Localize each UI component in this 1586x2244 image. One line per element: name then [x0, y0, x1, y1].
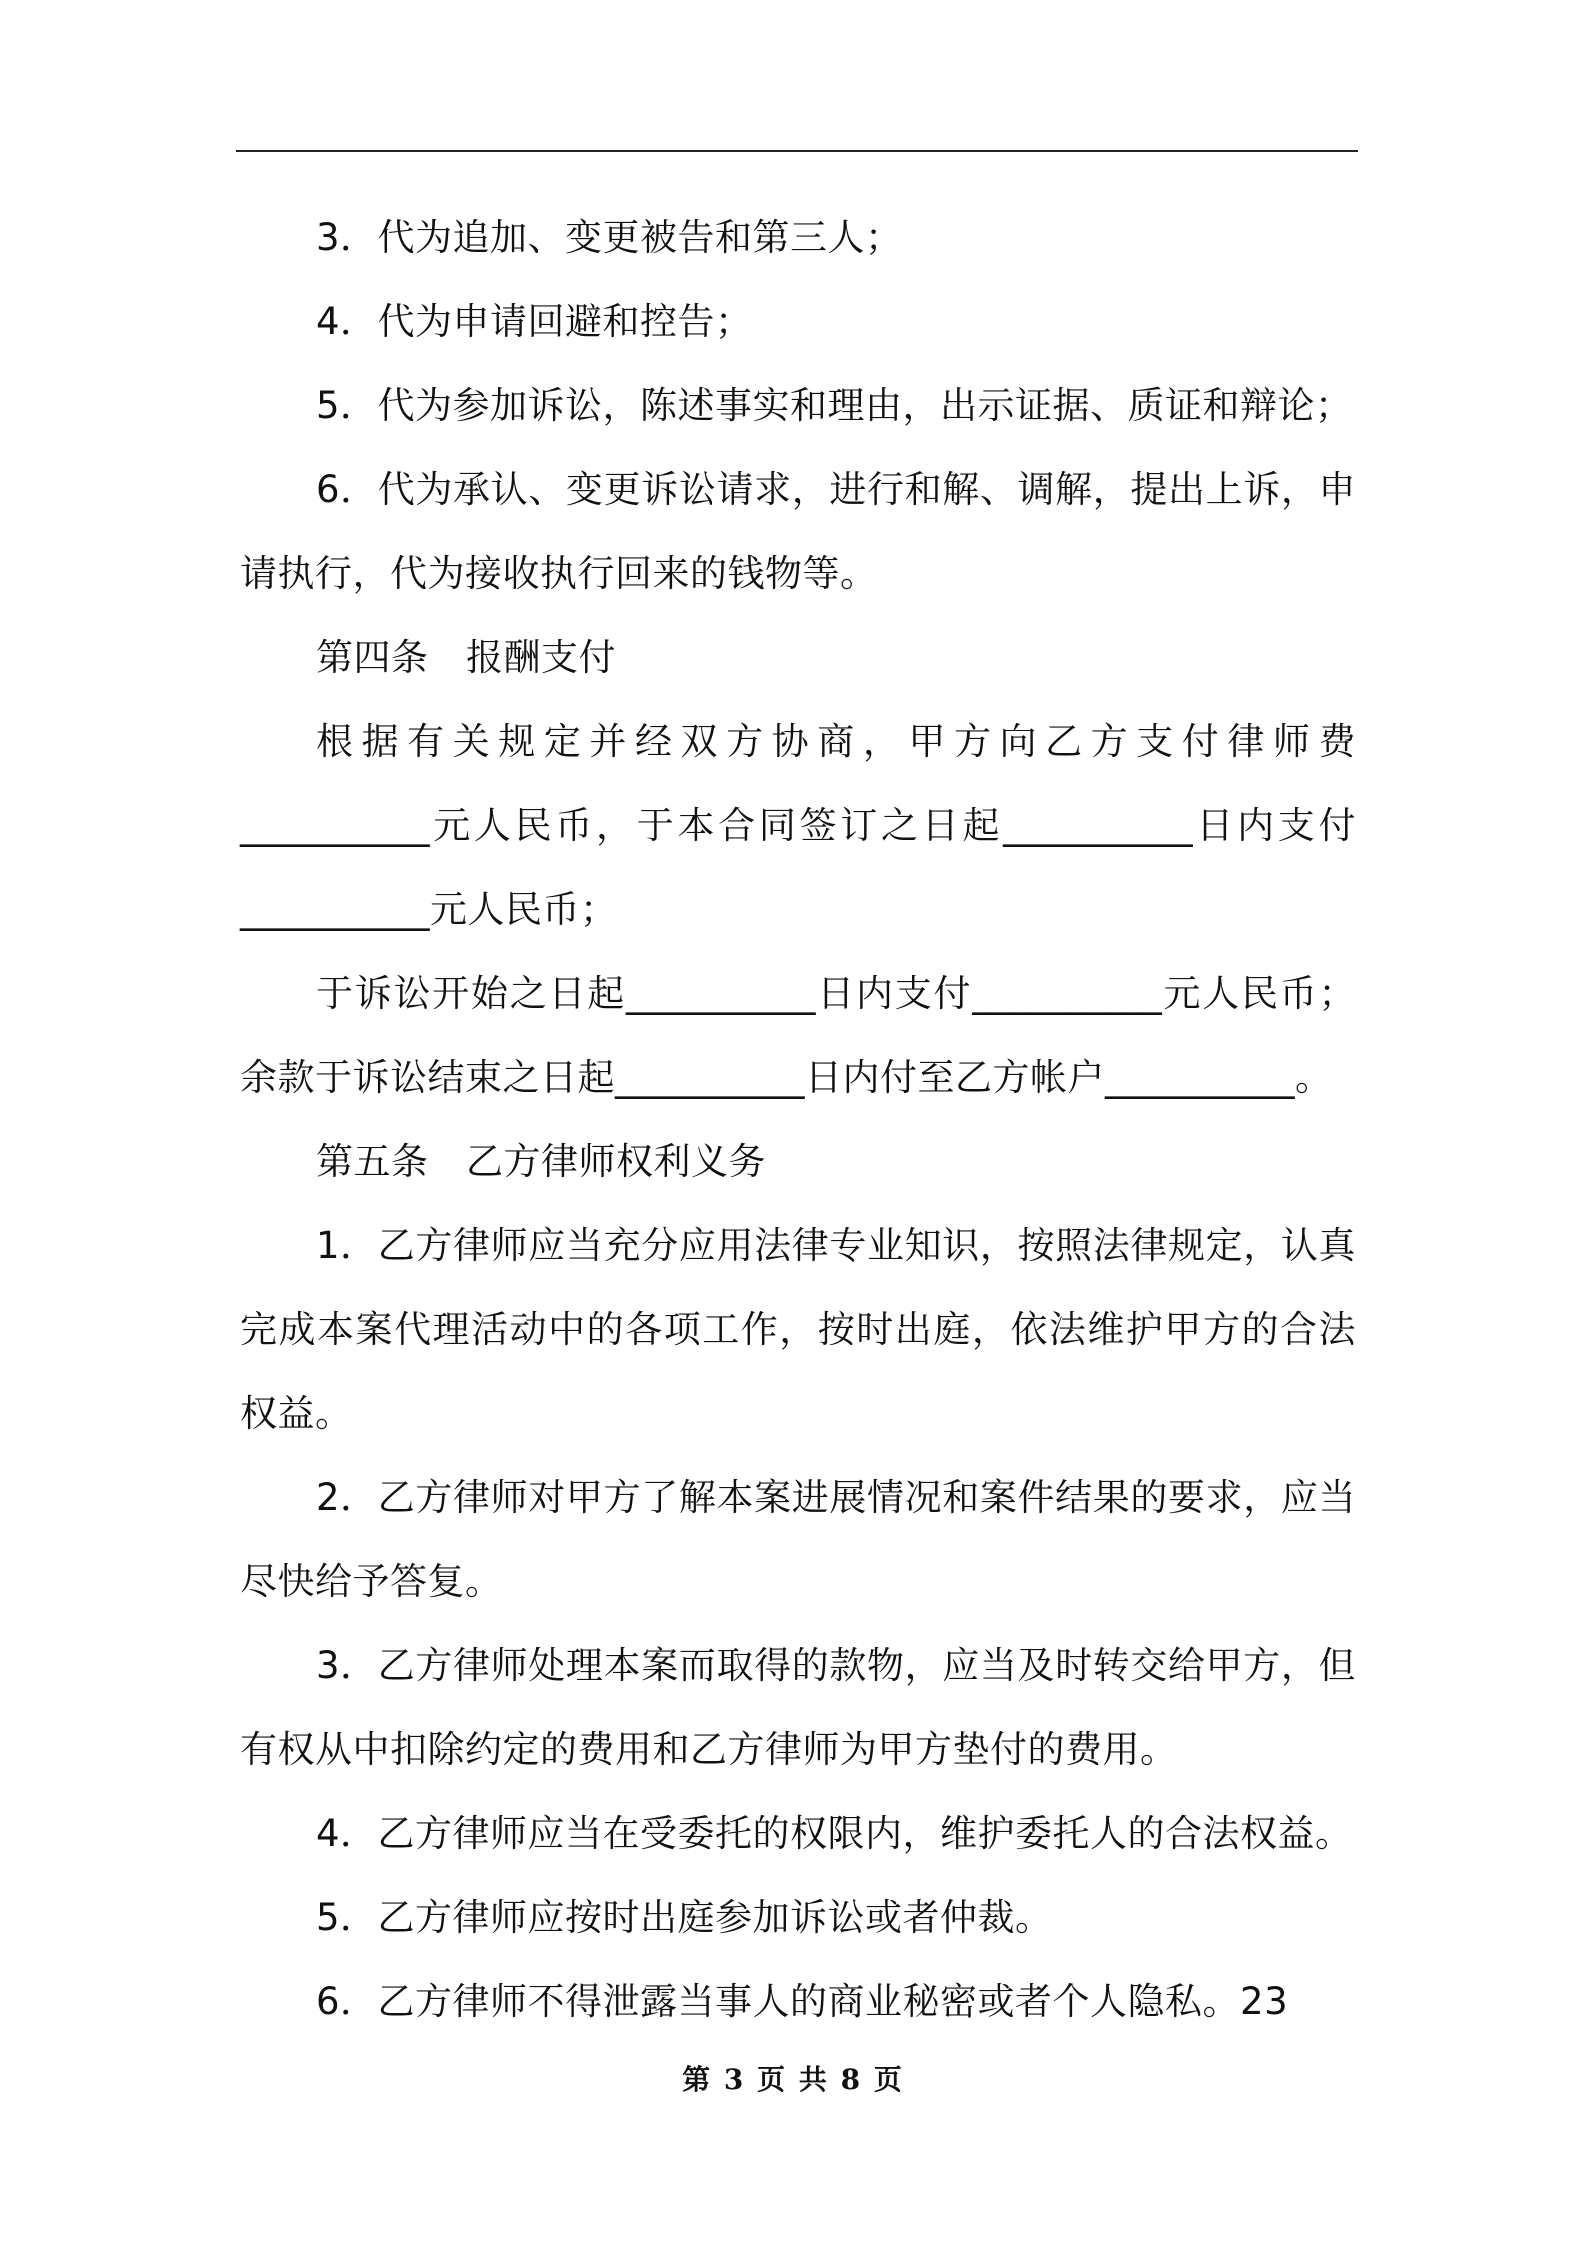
- fee-paragraph-2: 于诉讼开始之日起__________日内支付__________元人民币；余款于诉讼结束之日起__________日内付至乙方帐户__________。: [240, 972, 1356, 1099]
- clause-item-6: 6．代为承认、变更诉讼请求，进行和解、调解，提出上诉，申请执行，代为接收执行回来的钱物等。: [240, 468, 1356, 595]
- duty-item-2: 2．乙方律师对甲方了解本案进展情况和案件结果的要求，应当尽快给予答复。: [240, 1476, 1356, 1603]
- article-5-heading: 第五条 乙方律师权利义务: [316, 1140, 766, 1183]
- duty-item-6: 6．乙方律师不得泄露当事人的商业秘密或者个人隐私。23: [316, 1980, 1289, 2023]
- clause-item-3: 3．代为追加、变更被告和第三人；: [316, 216, 903, 259]
- duty-item-4: 4．乙方律师应当在受委托的权限内，维护委托人的合法权益。: [316, 1812, 1353, 1855]
- clause-item-5: 5．代为参加诉讼，陈述事实和理由，出示证据、质证和辩论；: [316, 384, 1353, 427]
- clause-item-4: 4．代为申请回避和控告；: [316, 300, 753, 343]
- page-indicator: 第 3 页 共 8 页: [682, 2063, 904, 2096]
- document-body: [240, 196, 1356, 2044]
- article-4-heading: 第四条 报酬支付: [316, 636, 616, 679]
- duty-item-5: 5．乙方律师应按时出庭参加诉讼或者仲裁。: [316, 1896, 1053, 1939]
- header-rule: [236, 150, 1358, 152]
- duty-item-1: 1．乙方律师应当充分应用法律专业知识，按照法律规定，认真完成本案代理活动中的各项工作，按时出庭，依法维护甲方的合法权益。: [240, 1224, 1356, 1435]
- duty-item-3: 3．乙方律师处理本案而取得的款物，应当及时转交给甲方，但有权从中扣除约定的费用和乙方律师为甲方垫付的费用。: [240, 1644, 1356, 1771]
- fee-paragraph-1: 根据有关规定并经双方协商，甲方向乙方支付律师费__________元人民币，于本合同签订之日起__________日内支付__________元人民币；: [240, 720, 1356, 931]
